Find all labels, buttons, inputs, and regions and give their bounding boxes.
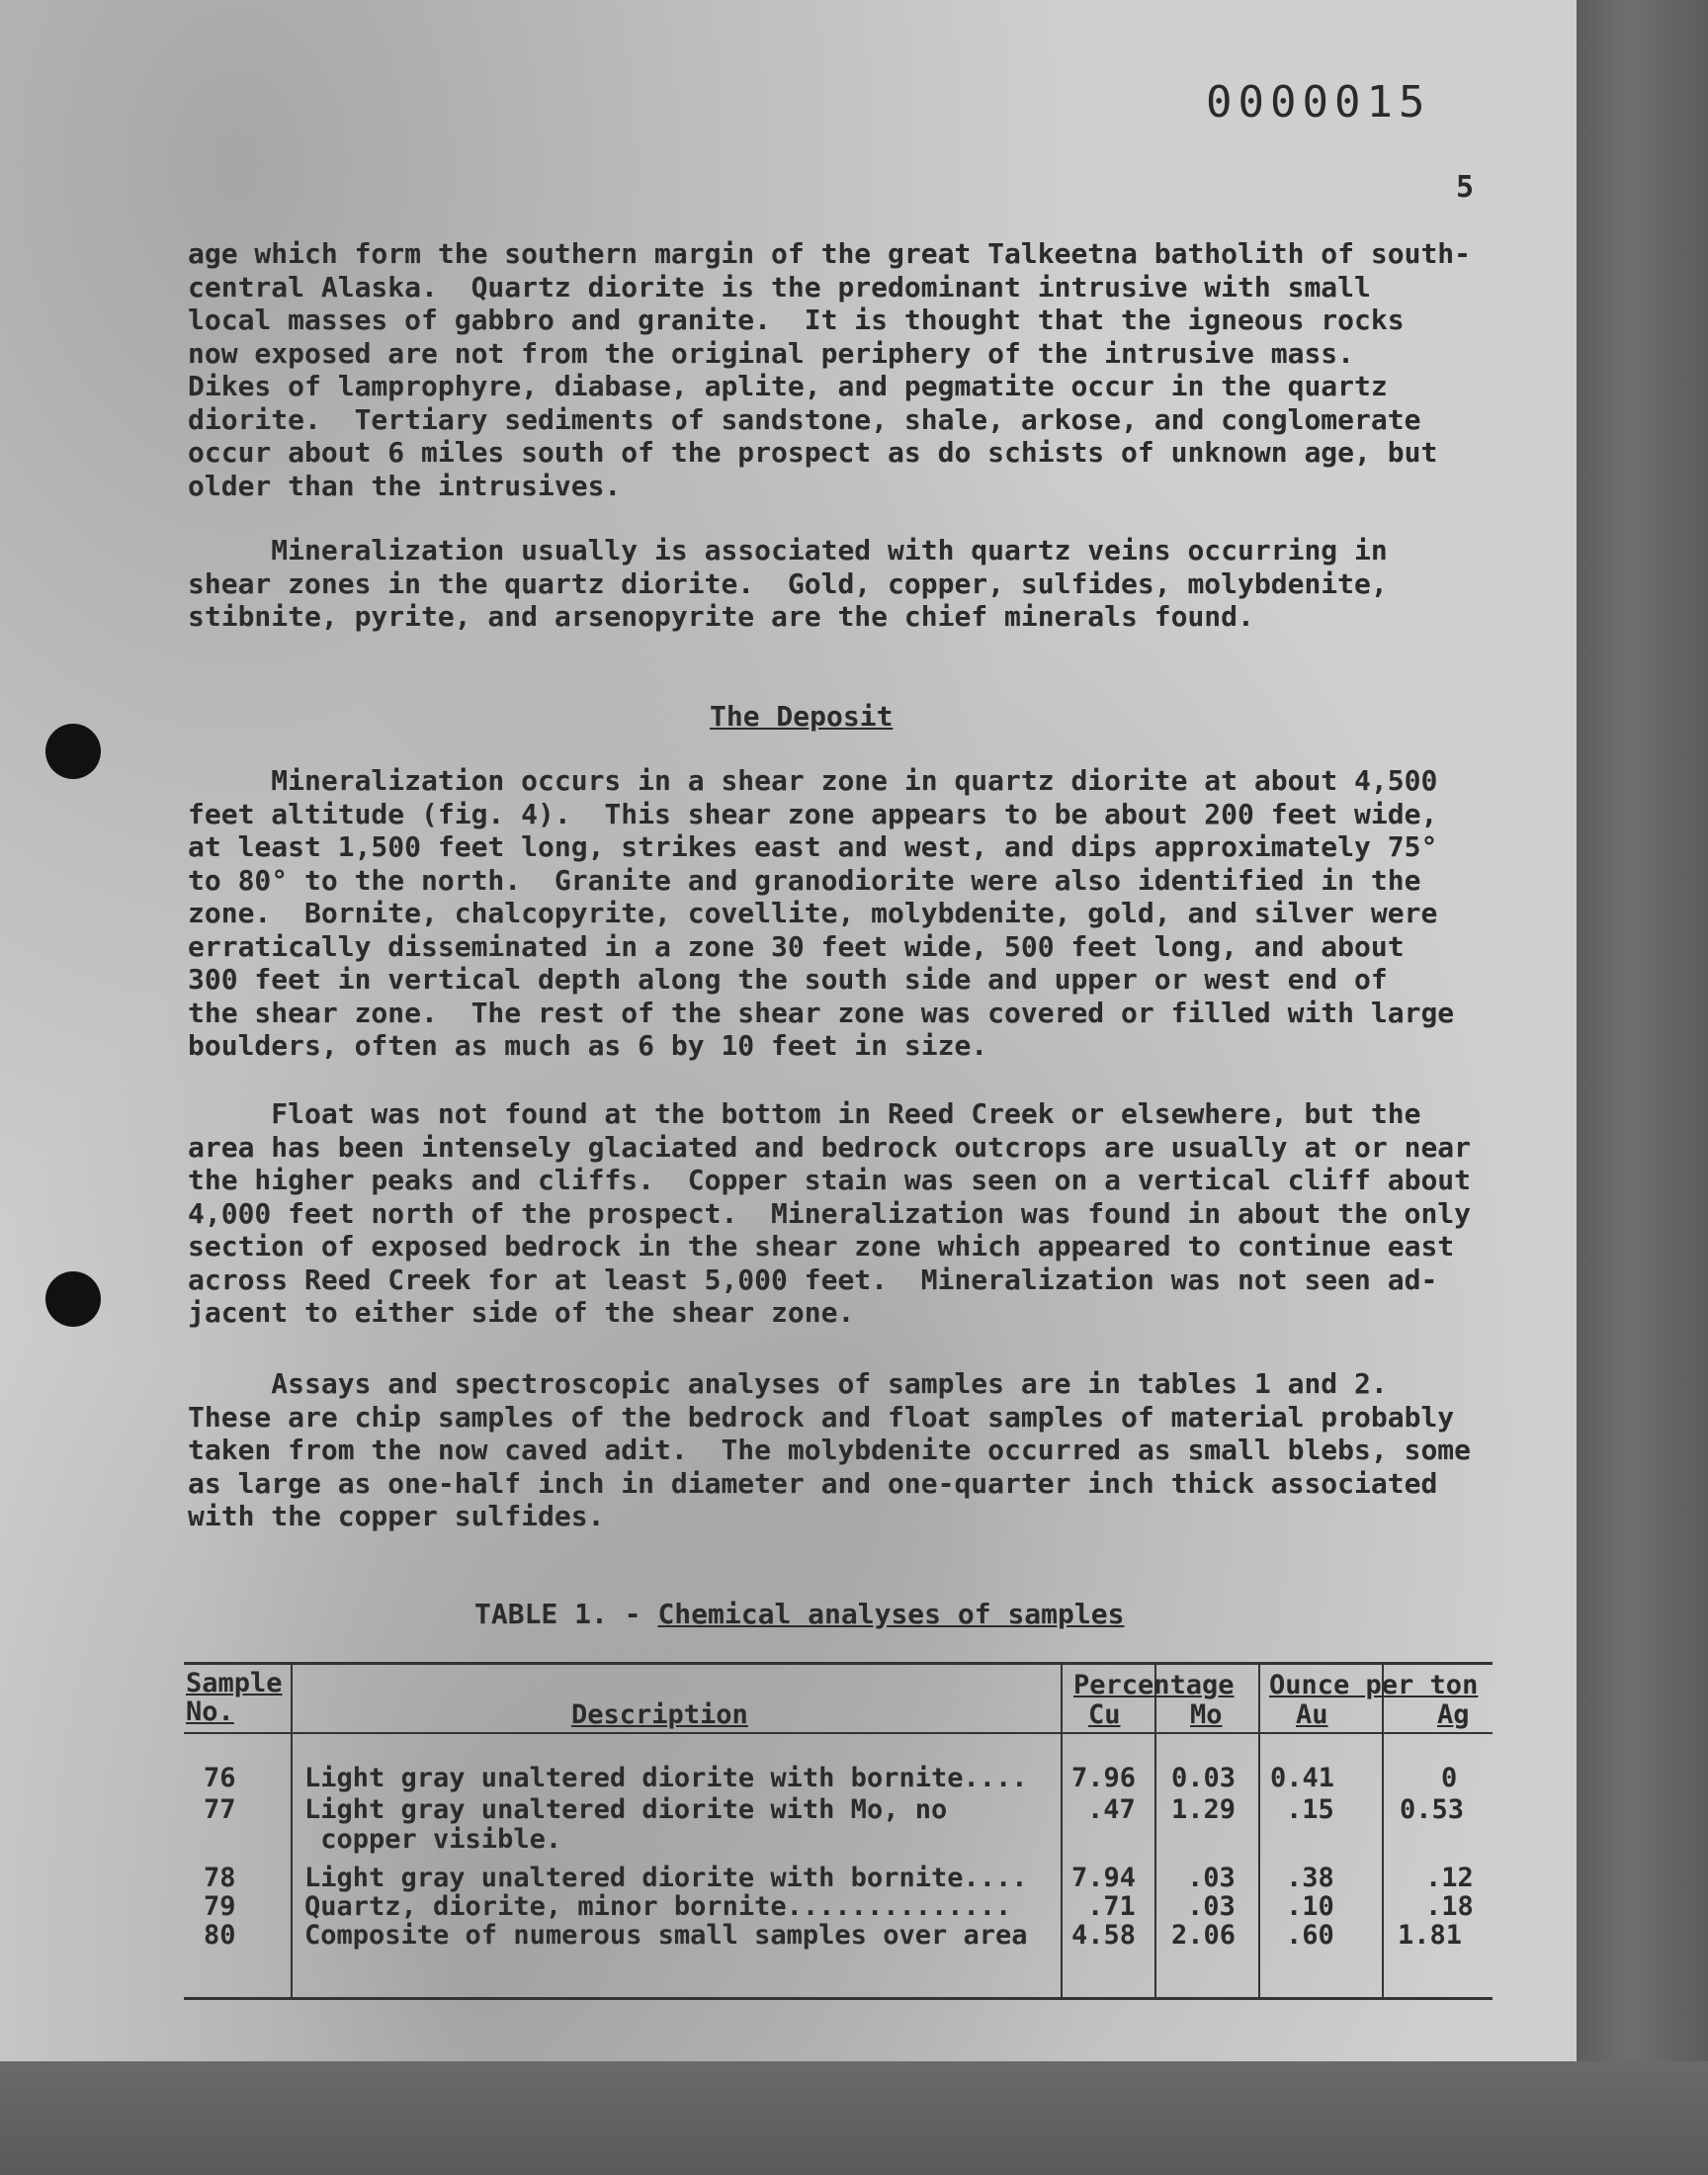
document-number: 0000015 (1206, 77, 1431, 128)
binder-hole-top (45, 724, 101, 779)
table-title (474, 1598, 1124, 1630)
table-cell-ag: 0.53 (1400, 1794, 1465, 1825)
header-cu: Cu (1088, 1699, 1121, 1730)
table-cell-cu: 7.94 (1071, 1863, 1137, 1893)
header-au: Au (1296, 1699, 1328, 1730)
table-rule (1061, 1665, 1063, 1997)
paragraph-geology: age which form the southern margin of the great Talkeetna batholith of south- central Alaska. Quartz diorite is the predominant intrusive with small local masses of gabbro and granite. It is thought that the igneous rocks now exposed are not from the original periphery of the intrusive mass. Dikes of lamprophyre, diabase, aplite, and pegmatite occur in the quartz diorite. Tertiary sediments of sandstone, shale, arkose, and conglomerate occur about 6 miles south of the prospect as do schists of unknown age, but older than the intrusives. (188, 237, 1472, 502)
table-cell-au: 0.41 (1270, 1763, 1335, 1793)
table-cell-ag: .18 (1425, 1891, 1474, 1922)
table-cell-au: .10 (1286, 1891, 1334, 1922)
table-cell-sample: 78 (204, 1863, 236, 1893)
scan-right-shadow (1577, 0, 1708, 2175)
table-rule (291, 1665, 293, 1997)
table-cell-cu: 4.58 (1071, 1920, 1137, 1951)
table-cell-cu: 7.96 (1071, 1763, 1137, 1793)
table-title-text: Chemical analyses of samples (657, 1598, 1125, 1630)
header-percentage: Percentage (1073, 1670, 1235, 1700)
paragraph-mineralization: Mineralization usually is associated with quartz veins occurring in shear zones in the quartz diorite. Gold, copper, sulfides, molybdenite, stibnite, pyrite, and arsenopyrite are the chief minerals found. (188, 534, 1388, 633)
table-rule (1154, 1665, 1156, 1997)
table-cell-description: Light gray unaltered diorite with bornite.... (304, 1763, 1028, 1793)
header-description: Description (571, 1699, 748, 1730)
table-cell-ag: .12 (1425, 1863, 1474, 1893)
table-cell-description: Light gray unaltered diorite with bornite.... (304, 1863, 1028, 1893)
table-rule (1258, 1665, 1260, 1997)
header-ounce-per-ton: Ounce per ton (1269, 1670, 1479, 1700)
paragraph-deposit: Mineralization occurs in a shear zone in quartz diorite at about 4,500 feet altitude (fig. 4). This shear zone appears to be about 200 feet wide, at least 1,500 feet long, strikes east and west, and dips approximately 75° to 80° to the north. Granite and granodiorite were also identified in the zone. Bornite, chalcopyrite, covellite, molybdenite, gold, and silver were erratically disseminated in a zone 30 feet wide, 500 feet long, and about 300 feet in vertical depth along the south side and upper or west end of the shear zone. The rest of the shear zone was covered or filled with large boulders, often as much as 6 by 10 feet in size. (188, 764, 1455, 1062)
scan-bottom-shadow (0, 2061, 1708, 2175)
paragraph-assays: Assays and spectroscopic analyses of samples are in tables 1 and 2. These are chip samples of the bedrock and float samples of material probably taken from the now caved adit. The molybdenite occurred as small blebs, some as large as one-half inch in diameter and one-quarter inch thick associated with the copper sulfides. (188, 1367, 1472, 1532)
header-mo: Mo (1190, 1699, 1223, 1730)
table-title-prefix: TABLE 1. - (474, 1598, 658, 1630)
table-rule (1382, 1665, 1384, 1997)
table-header-rule (184, 1732, 1493, 1734)
analysis-table (184, 1662, 1493, 2000)
table-cell-ag: 0 (1441, 1763, 1458, 1793)
table-cell-sample: 80 (204, 1920, 236, 1951)
table-cell-mo: 1.29 (1171, 1794, 1237, 1825)
header-ag: Ag (1437, 1699, 1470, 1730)
table-cell-cu: .71 (1087, 1891, 1136, 1922)
section-heading: The Deposit (710, 700, 894, 733)
binder-hole-bottom (45, 1271, 101, 1327)
table-cell-sample: 76 (204, 1763, 236, 1793)
page-number: 5 (1456, 170, 1475, 205)
table-cell-cu: .47 (1087, 1794, 1136, 1825)
table-cell-sample: 77 (204, 1794, 236, 1825)
table-cell-ag: 1.81 (1398, 1920, 1463, 1951)
table-cell-sample: 79 (204, 1891, 236, 1922)
paragraph-float: Float was not found at the bottom in Reed Creek or elsewhere, but the area has been intensely glaciated and bedrock outcrops are usually at or near the higher peaks and cliffs. Copper stain was seen on a vertical cliff about 4,000 feet north of the prospect. Mineralization was found in about the only section of exposed bedrock in the shear zone which appeared to continue east across Reed Creek for at least 5,000 feet. Mineralization was not seen ad- jacent to either side of the shear zone. (188, 1097, 1472, 1329)
header-sample-no: Sample No. (186, 1668, 283, 1727)
table-cell-description: Quartz, diorite, minor bornite.............. (304, 1891, 1012, 1922)
table-cell-description: Light gray unaltered diorite with Mo, no copper visible. (304, 1794, 948, 1855)
table-cell-mo: 2.06 (1171, 1920, 1237, 1951)
table-cell-mo: 0.03 (1171, 1763, 1237, 1793)
table-cell-description: Composite of numerous small samples over area (304, 1920, 1028, 1951)
table-cell-au: .15 (1286, 1794, 1334, 1825)
table-cell-au: .38 (1286, 1863, 1334, 1893)
table-cell-mo: .03 (1187, 1863, 1236, 1893)
table-cell-mo: .03 (1187, 1891, 1236, 1922)
table-cell-au: .60 (1286, 1920, 1334, 1951)
